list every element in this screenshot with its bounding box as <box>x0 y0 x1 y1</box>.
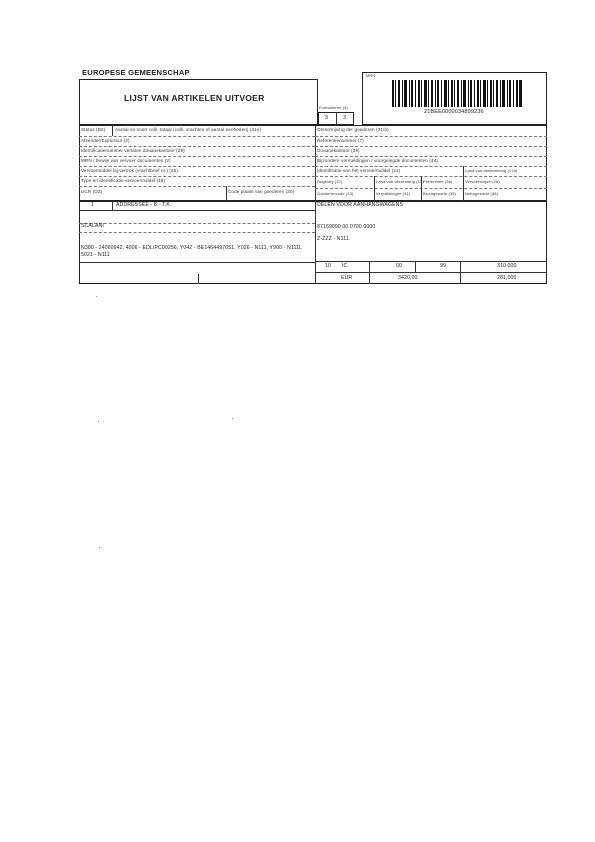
barcode-image <box>392 80 522 107</box>
barcode-number: 21BEE0000034899236 <box>424 109 484 115</box>
item-number-divider <box>112 201 113 210</box>
item-line <box>79 232 315 233</box>
grid-row-line <box>79 176 315 177</box>
grid-row-line <box>315 176 547 177</box>
grid-row-line <box>79 156 315 157</box>
field-consignment-ref: Identificatie van het vervoermiddel (21) <box>317 168 401 173</box>
field-packaging: Verpakkingen (31) <box>376 191 411 196</box>
field-declarant: MRN / bewijs van vervoer documenten (2) <box>81 158 171 163</box>
quantity-c: 00 <box>396 263 402 269</box>
goods-heading: DELEN VOOR AANHANGWAGENS <box>317 202 404 208</box>
field-gross-mass: Brutogewicht (35) <box>423 191 457 196</box>
field-goods-description: Omschrijving der goederen (31/2) <box>317 127 389 132</box>
item-line <box>79 223 315 224</box>
quantity-d: 99 <box>440 263 446 269</box>
lower-left-divider <box>198 274 199 284</box>
field-dispatch-country: Land van verzending (15) <box>376 179 424 184</box>
field-procedure: Regeling (37) <box>317 179 343 184</box>
reference-line-1: N380 - 24060942, 4006 - EDL/PC00256, Y042 - BE1464497051, Y026 - N111, Y900 - N111L <box>81 245 303 251</box>
grid-col-line <box>226 186 227 201</box>
forms-divider <box>336 112 337 125</box>
organisation-header: EUROPESE GEMEENSCHAP <box>82 68 190 77</box>
grid-row-line <box>315 156 547 157</box>
quantity-bottom-line <box>315 272 547 273</box>
grid-row-line <box>79 186 315 187</box>
field-consignee: Vervoermiddel bij vertrek (vrachtbrief nr.) (25) <box>81 168 178 173</box>
forms-total: 3 <box>343 115 346 121</box>
commodity-code-value: 87169090 00 0700 0000 <box>317 224 376 230</box>
field-exporter: Afzender/Exporteur (2) <box>81 138 130 143</box>
field-commodity-code: Goederencode (33) <box>317 191 354 196</box>
grid-col-line <box>421 188 422 201</box>
company-name: SCALANI <box>81 223 104 229</box>
item-row-number: 1 <box>91 202 94 208</box>
barcode-label: MRN <box>366 73 376 78</box>
field-special-mentions: Bijzondere vermeldingen / voorgelegde documenten (44) <box>317 158 438 163</box>
grid-row-line <box>315 188 547 189</box>
field-nature: Vervoerswijze (26) <box>465 179 500 184</box>
quantity-divider <box>369 261 370 284</box>
field-dg-code: Code plaats van goederen (30) <box>228 189 295 194</box>
field-transport-means: Type en identificatie vervoermiddel (18) <box>81 178 166 183</box>
net-weight-value: 281,000 <box>497 275 517 281</box>
scan-speck <box>98 421 99 422</box>
grid-row-line <box>79 146 315 147</box>
grid-row-line <box>79 166 315 167</box>
quantity-b: IC <box>342 263 348 269</box>
forms-label: Formulieren (3) <box>319 105 348 110</box>
field-code-office: Douanekantoor (29) <box>317 148 360 153</box>
secondary-code-value: Z-ZZZ - N111. <box>317 236 351 242</box>
grid-col-line <box>463 166 464 201</box>
grid-row-line <box>315 146 547 147</box>
field-preference: Preferentie (36) <box>423 179 453 184</box>
field-sender-id: Identificatienummer verlaten douanekantoor (29) <box>81 148 185 153</box>
item-header-line <box>79 210 315 211</box>
grid-row-line <box>315 166 547 167</box>
status-divider <box>112 125 113 136</box>
scan-speck <box>232 418 233 419</box>
grid-row-line <box>315 136 547 137</box>
scan-speck <box>96 296 97 297</box>
field-ucr: UCR (D3) <box>81 189 102 194</box>
quantity-divider <box>460 261 461 284</box>
field-destination-country: Land van bestemming (17a) <box>465 168 518 173</box>
currency-value: EUR <box>341 275 353 281</box>
quantity-a: 10 <box>325 263 331 269</box>
document-title: LIJST VAN ARTIKELEN UITVOER <box>124 93 265 103</box>
grid-row-line <box>79 136 315 137</box>
amount-value: 3420,00 <box>398 275 418 281</box>
reference-line-2: 5021 - N111 <box>81 252 110 258</box>
field-status: Status (D2) <box>81 127 106 132</box>
quantity-top-line <box>315 261 547 262</box>
quantity-divider <box>415 261 416 272</box>
reference-underline <box>79 262 315 263</box>
addressee-label: ADDRESSEE - B - T.K. <box>116 202 172 208</box>
forms-value: 3 <box>325 115 328 121</box>
gross-weight-value: 310,000 <box>497 263 517 269</box>
grid-col-line <box>374 176 375 201</box>
field-reference: Referentienummer (7) <box>317 138 364 143</box>
scan-speck <box>99 547 100 548</box>
field-net-mass: Nettogewicht (38) <box>465 191 499 196</box>
field-declaration-type: Aantal en soort colli, totaal (colli, vrachten of aantal eenheden) (31e) <box>115 127 262 132</box>
